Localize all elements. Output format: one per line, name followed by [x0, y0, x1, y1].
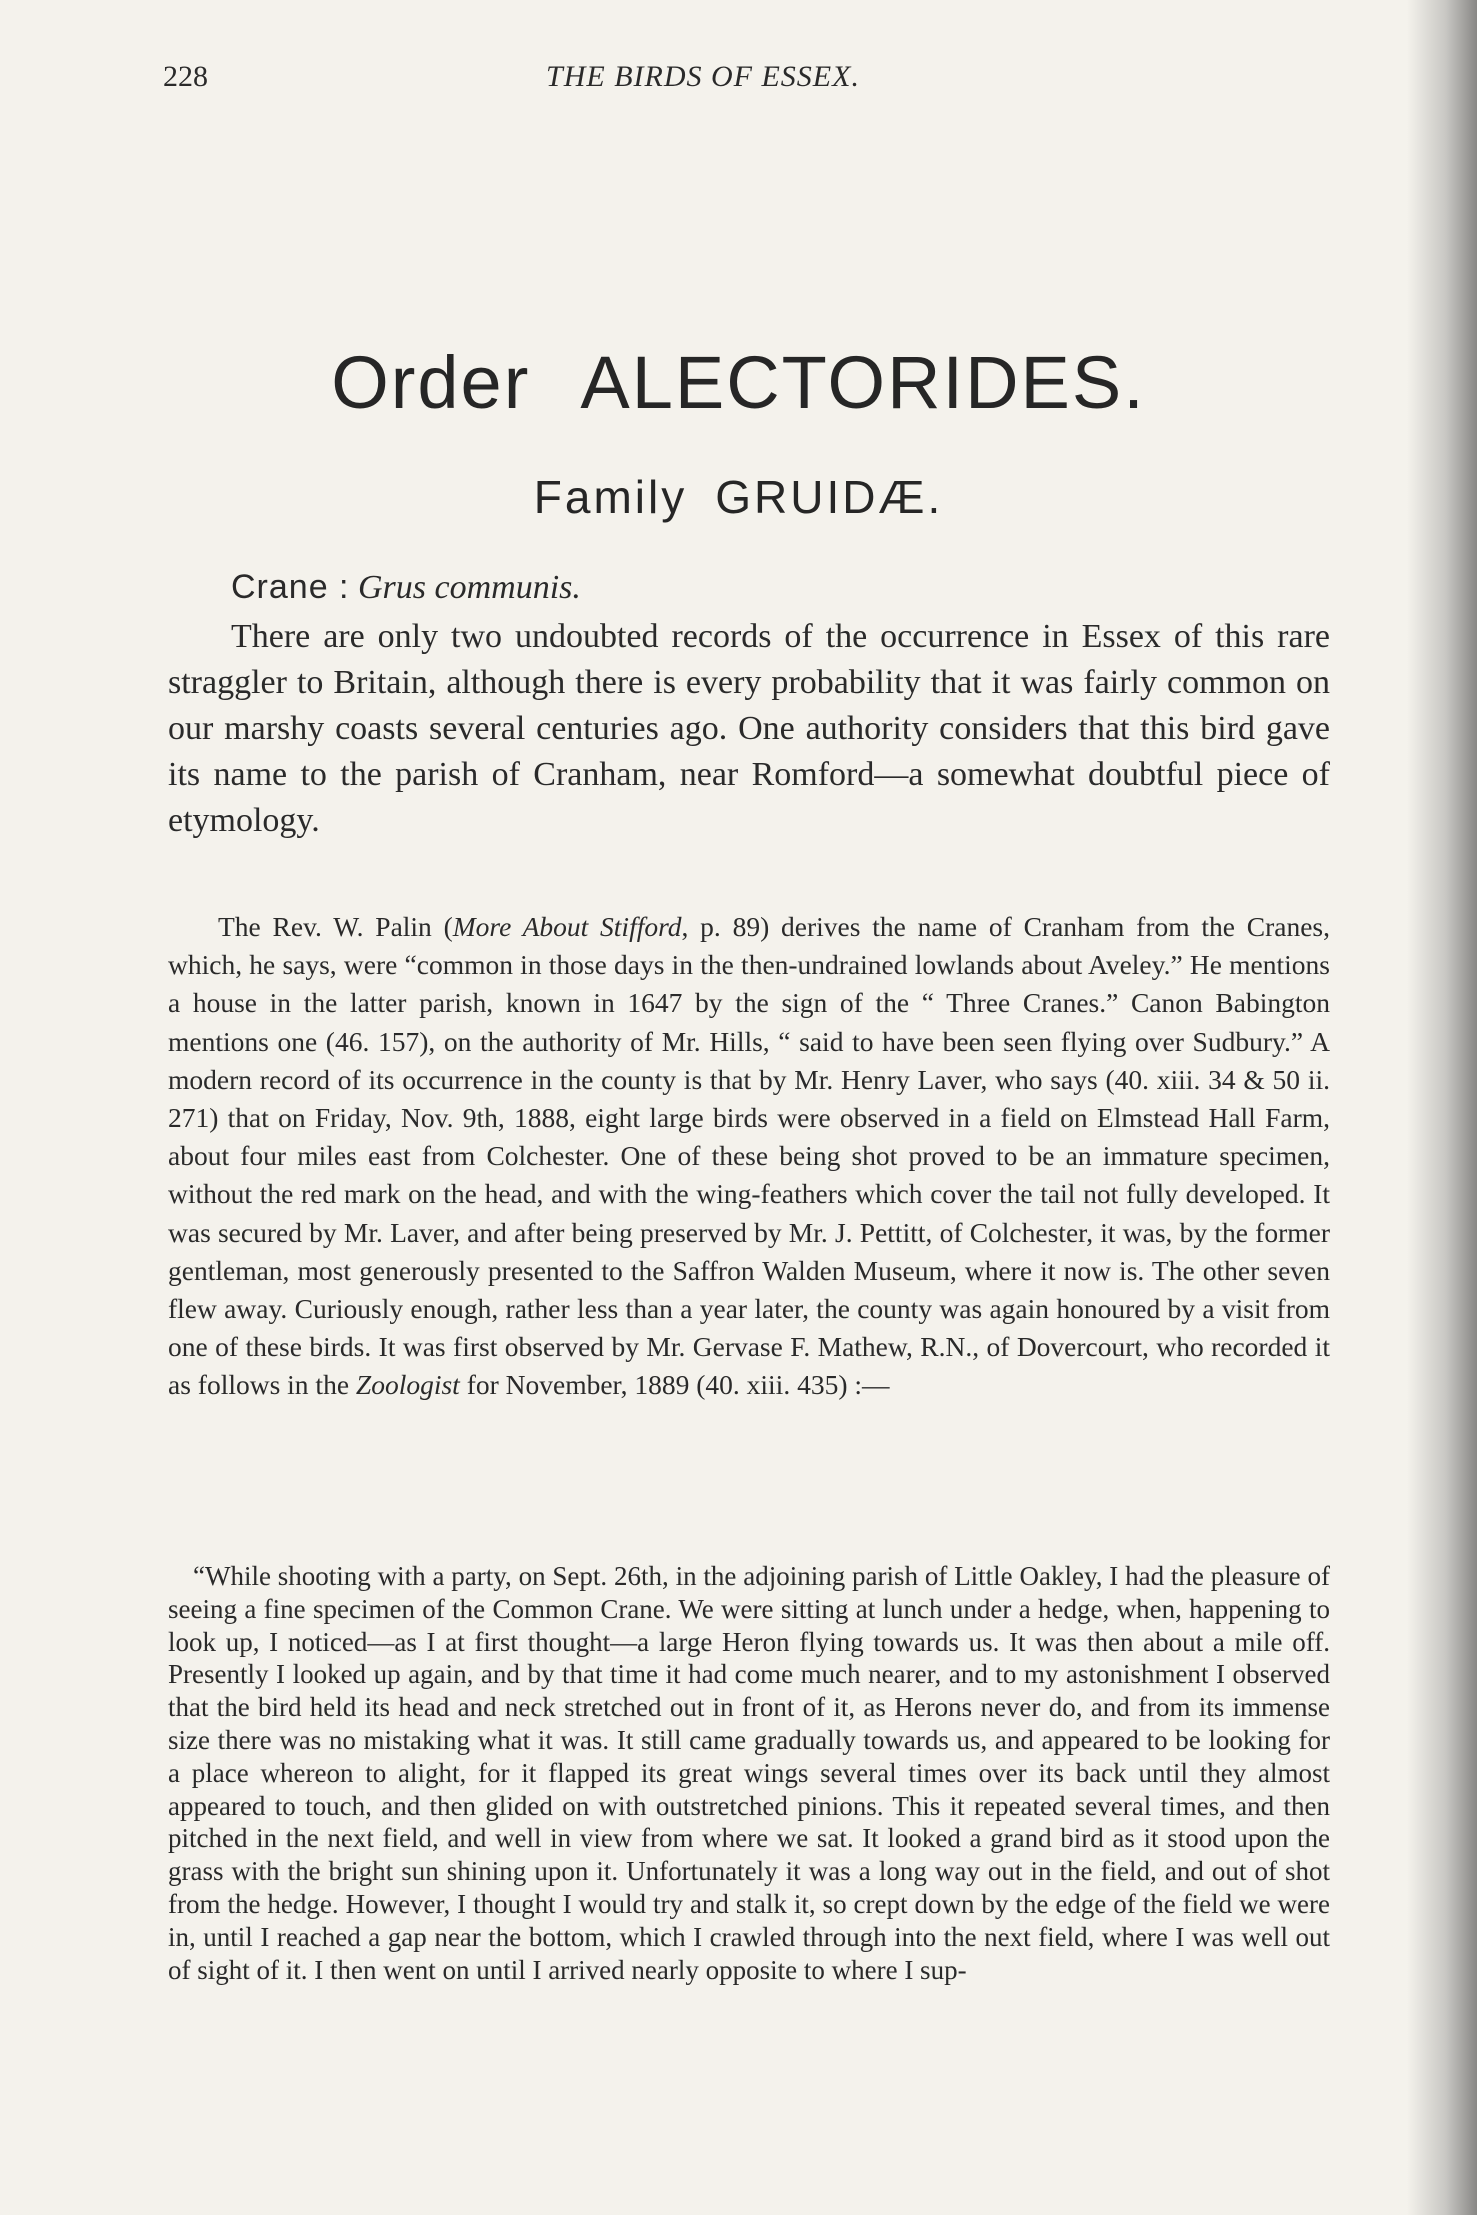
running-title: THE BIRDS OF ESSEX. [546, 60, 860, 93]
body-paragraph [168, 908, 1330, 1405]
family-label: Family [533, 471, 688, 523]
block-quotation: “While shooting with a party, on Sept. 26th, in the adjoining parish of Little Oakley, I had the pleasure of seeing a fine specimen of the Common Crane. We were sitting at lunch under a hedge, when, happening to look up, I noticed—as I at first thought—a large Heron flying towards us. It was then about a mile off. Presently I looked up again, and by that time it had come much nearer, and to my astonishment I observed that the bird held its head and neck stretched out in front of it, as Herons never do, and from its immense size there was no mistaking what it was. It still came gradually towards us, and appeared to be looking for a place whereon to alight, for it flapped its great wings several times over its back until they almost appeared to touch, and then glided on with outstretched pinions. This it repeated several times, and then pitched in the next field, and well in view from where we sat. It looked a grand bird as it stood upon the grass with the bright sun shining upon it. Unfortunately it was a long way out in the field, and out of shot from the hedge. However, I thought I would try and stalk it, so crept down by the edge of the field we were in, until I reached a gap near the bottom, which I crawled through into the next field, where I was well out of sight of it. I then went on until I arrived nearly opposite to where I sup- [168, 1561, 1330, 1985]
order-name: ALECTORIDES. [580, 341, 1146, 424]
intro-paragraph: There are only two undoubted records of the occurrence in Essex of this rare straggler to Britain, although there is every probability that it was fairly common on our marshy coasts several centuries ago. One authority considers that this bird gave its name to the parish of Cranham, near Romford—a somewhat doubtful piece of etymology. [168, 618, 1330, 839]
order-heading [0, 340, 1477, 425]
family-name: GRUIDÆ. [715, 471, 944, 523]
species-heading [231, 568, 581, 607]
paragraph-text: , p. 89) derives the name of Cranham from the Cranes, which, he says, were “common in those days in the then-undrained lowlands about Aveley.” He mentions a house in the latter parish, known in 1647 by the sign of the “ Three Cranes.” Canon Babington mentions one (46. 157), on the authority of Mr. Hills, “ said to have been seen flying over Sudbury.” A modern record of its occurrence in the county is that by Mr. Henry Laver, who says (40. xiii. 34 & 50 ii. 271) that on Friday, Nov. 9th, 1888, eight large birds were observed in a field on Elmstead Hall Farm, about four miles east from Colchester. One of these being shot proved to be an immature specimen, without the red mark on the head, and with the wing-feathers which cover the tail not fully developed. It was secured by Mr. Laver, and after being preserved by Mr. J. Pettitt, of Colchester, it was, by the former gentleman, most generously presented to the Saffron Walden Museum, where it now is. The other seven flew away. Curiously enough, rather less than a year later, the county was again honoured by a visit from one of these birds. It was first observed by Mr. Gervase F. Mathew, R.N., of Dovercourt, who recorded it as follows in the [168, 911, 1331, 1401]
journal-title: Zoologist [355, 1369, 460, 1401]
species-common-name: Crane : [231, 568, 350, 606]
running-head [163, 60, 1333, 100]
spine-shadow [1407, 0, 1477, 2215]
species-latin-name: Grus communis. [358, 569, 581, 606]
paragraph-text: The Rev. W. Palin ( [218, 911, 453, 942]
order-label: Order [331, 341, 531, 424]
page-number: 228 [163, 60, 208, 93]
reference-title: More About Stifford [452, 911, 682, 942]
paragraph-text: for November, 1889 (40. xiii. 435) :— [459, 1369, 890, 1401]
family-heading [0, 470, 1477, 524]
